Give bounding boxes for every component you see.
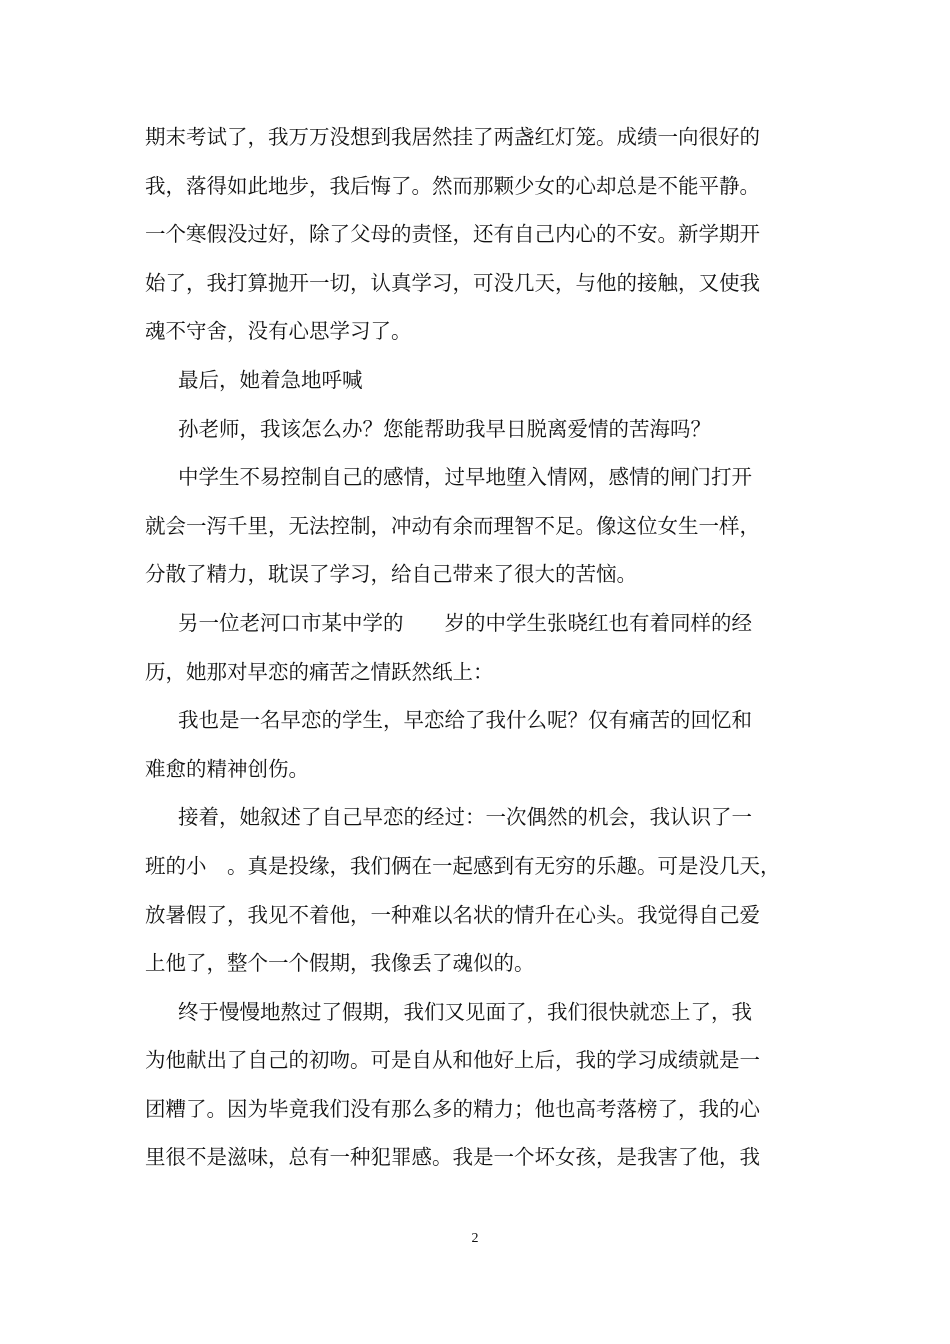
- text-line: 期末考试了，我万万没想到我居然挂了两盏红灯笼。成绩一向很好的: [145, 125, 760, 149]
- text-line: 终于慢慢地熬过了假期，我们又见面了，我们很快就恋上了，我: [178, 999, 752, 1024]
- paragraph-3: [145, 405, 809, 454]
- text-line: 始了，我打算抛开一切，认真学习，可没几天，与他的接触，又使我: [145, 270, 760, 295]
- text-line: 历，她那对早恋的痛苦之情跃然纸上：: [145, 659, 494, 684]
- text-line: 上他了，整个一个假期，我像丢了魂似的。: [145, 951, 535, 976]
- text-line: 魂不守舍，没有心思学习了。: [145, 319, 412, 344]
- paragraph-2: [145, 356, 809, 405]
- text-line: 分散了精力，耽误了学习，给自己带来了很大的苦恼。: [145, 562, 637, 587]
- paragraph-4: [145, 453, 809, 599]
- text-line: 我也是一名早恋的学生，早恋给了我什么呢？仅有痛苦的回忆和: [178, 708, 752, 733]
- text-line: 为他献出了自己的初吻。可是自从和他好上后，我的学习成绩就是一: [145, 1048, 760, 1073]
- text-line: 另一位老河口市某中学的 岁的中学生张晓红也有着同样的经: [178, 610, 752, 635]
- text-line: 就会一泻千里，无法控制，冲动有余而理智不足。像这位女生一样，: [145, 513, 760, 538]
- text-line: 里很不是滋味，总有一种犯罪感。我是一个坏女孩，是我害了他，我: [145, 1145, 760, 1170]
- text-line: 接着，她叙述了自己早恋的经过：一次偶然的机会，我认识了一: [178, 805, 752, 830]
- paragraph-5: [145, 599, 809, 696]
- page-number: 2: [471, 1231, 479, 1246]
- text-line: 孙老师，我该怎么办？您能帮助我早日脱离爱情的苦海吗？: [178, 416, 711, 441]
- body-text: [145, 113, 809, 1182]
- text-line: 难愈的精神创伤。: [145, 756, 309, 781]
- text-line: 中学生不易控制自己的感情，过早地堕入情网，感情的闸门打开: [178, 465, 752, 490]
- text-line: 我，落得如此地步，我后悔了。然而那颗少女的心却总是不能平静。: [145, 173, 760, 198]
- paragraph-6: [145, 696, 809, 793]
- paragraph-8: [145, 988, 809, 1182]
- text-line: 一个寒假没过好，除了父母的责怪，还有自己内心的不安。新学期开: [145, 222, 760, 247]
- text-line: 班的小 。真是投缘，我们俩在一起感到有无穷的乐趣。可是没几天，: [145, 853, 781, 878]
- paragraph-1: [145, 113, 809, 356]
- text-line: 放暑假了，我见不着他，一种难以名状的情升在心头。我觉得自己爱: [145, 902, 760, 927]
- paragraph-7: [145, 793, 809, 987]
- text-line: 团糟了。因为毕竟我们没有那么多的精力；他也高考落榜了，我的心: [145, 1096, 760, 1121]
- text-line: 最后，她着急地呼喊: [178, 367, 363, 392]
